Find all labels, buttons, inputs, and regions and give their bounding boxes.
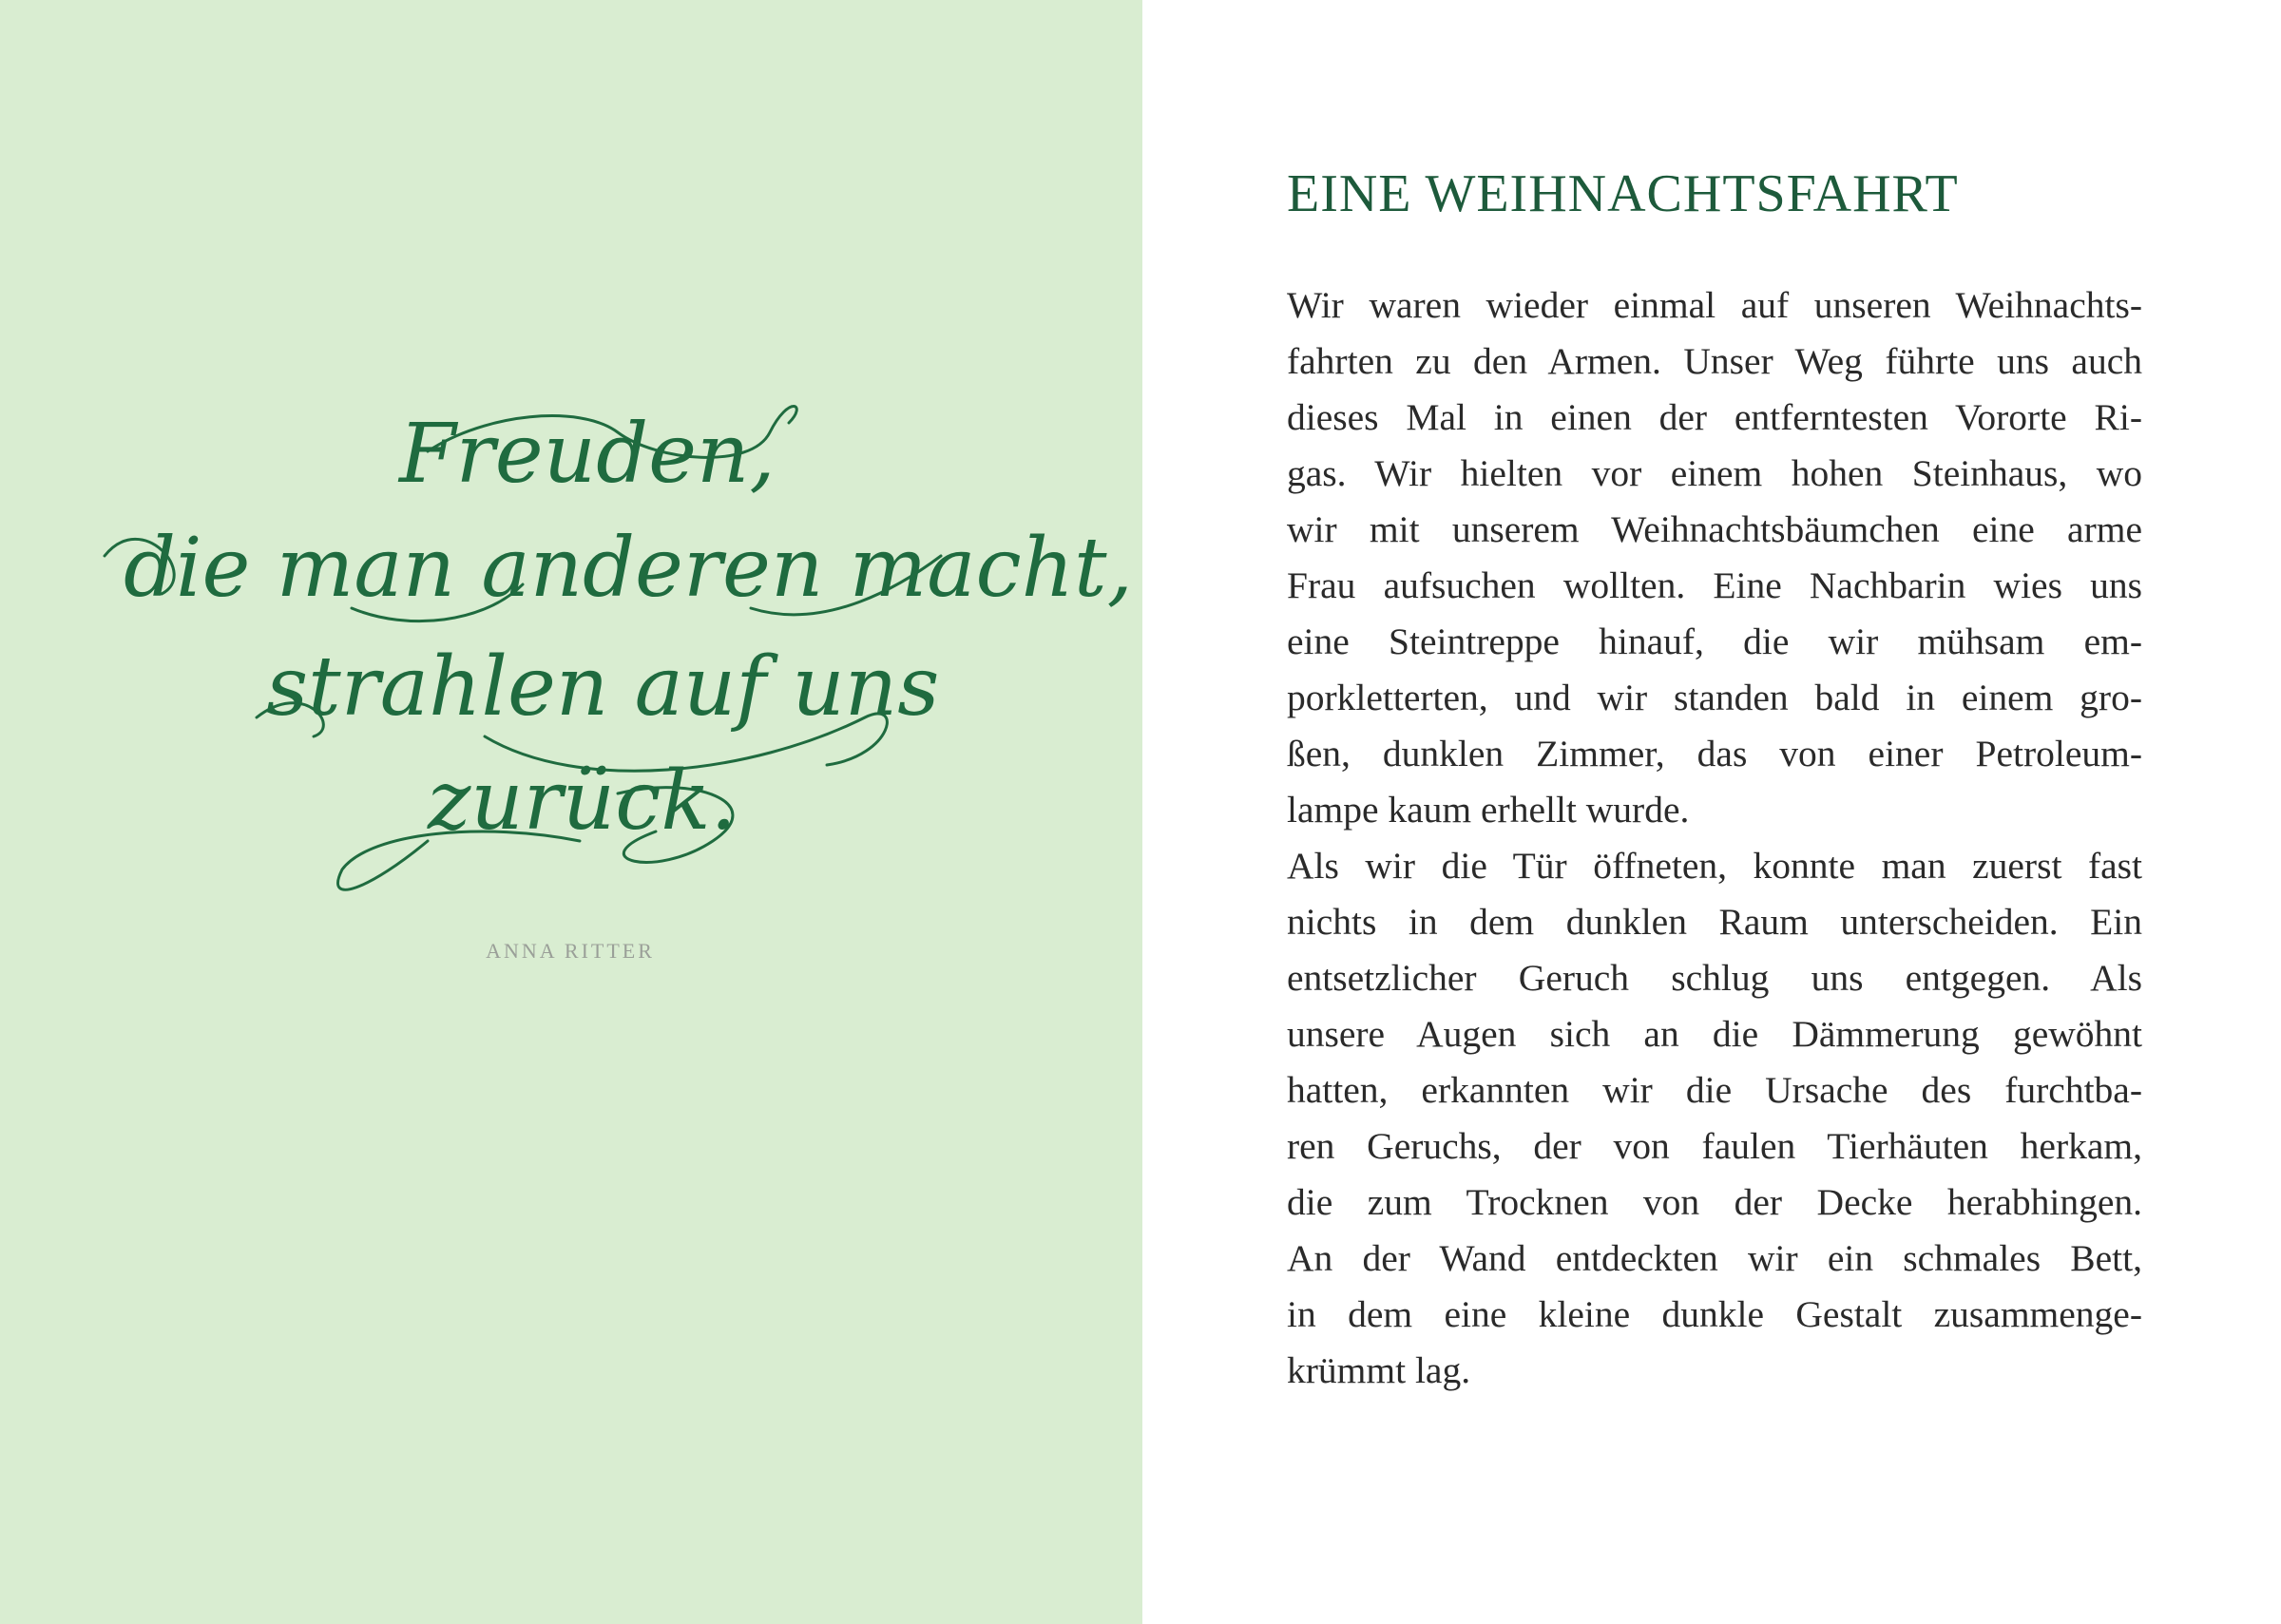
text-line: Wir waren wieder einmal auf unseren Weihnachts- bbox=[1287, 284, 2142, 326]
quote-line-4: zurück. bbox=[428, 754, 737, 849]
text-line: in dem eine kleine dunkle Gestalt zusammenge- bbox=[1287, 1293, 2142, 1335]
text-line: dieses Mal in einen der entferntesten Vororte Ri- bbox=[1287, 396, 2142, 438]
text-line: An der Wand entdeckten wir ein schmales Bett, bbox=[1287, 1237, 2142, 1279]
text-line: Frau aufsuchen wollten. Eine Nachbarin wies uns bbox=[1287, 564, 2142, 606]
quote-line-3: strahlen auf uns bbox=[266, 640, 940, 735]
text-line: die zum Trocknen von der Decke herabhingen. bbox=[1287, 1181, 2142, 1223]
text-line: eine Steintreppe hinauf, die wir mühsam em- bbox=[1287, 621, 2142, 662]
calligraphy-quote bbox=[86, 394, 1133, 908]
text-line: nichts in dem dunklen Raum unterscheiden. Ein bbox=[1287, 901, 2142, 943]
quote-line-1: Freuden, bbox=[399, 407, 776, 502]
text-line: ßen, dunklen Zimmer, das von einer Petroleum- bbox=[1287, 733, 2142, 774]
text-line: ren Geruchs, der von faulen Tierhäuten herkam, bbox=[1287, 1125, 2142, 1167]
text-line: porkletterten, und wir standen bald in einem gro- bbox=[1287, 677, 2142, 718]
text-line: hatten, erkannten wir die Ursache des furchtba- bbox=[1287, 1069, 2142, 1111]
right-page bbox=[1142, 0, 2281, 1624]
chapter-body bbox=[1287, 277, 2142, 1399]
text-line: entsetzlicher Geruch schlug uns entgegen. Als bbox=[1287, 957, 2142, 999]
text-line: fahrten zu den Armen. Unser Weg führte uns auch bbox=[1287, 340, 2142, 382]
chapter-title: EINE WEIHNACHTSFAHRT bbox=[1287, 164, 1959, 223]
text-line: unsere Augen sich an die Dämmerung gewöhnt bbox=[1287, 1013, 2142, 1055]
text-line: krümmt lag. bbox=[1287, 1349, 1471, 1391]
text-line: wir mit unserem Weihnachtsbäumchen eine arme bbox=[1287, 508, 2142, 550]
quote-line-2: die man anderen macht, bbox=[124, 521, 1133, 616]
text-line: Als wir die Tür öffneten, konnte man zuerst fast bbox=[1287, 845, 2142, 887]
text-line: lampe kaum erhellt wurde. bbox=[1287, 789, 1690, 831]
quote-author: ANNA RITTER bbox=[486, 939, 655, 963]
text-line: gas. Wir hielten vor einem hohen Steinhaus, wo bbox=[1287, 452, 2142, 494]
